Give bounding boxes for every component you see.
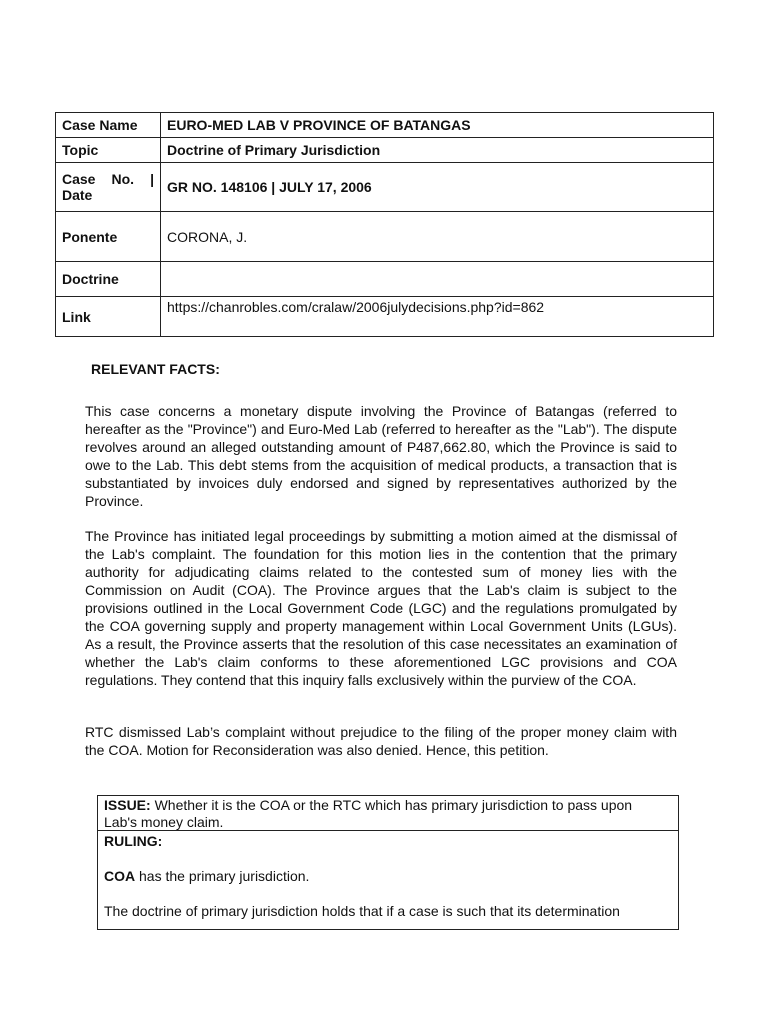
facts-paragraph-1: This case concerns a monetary dispute involving the Province of Batangas (referred to hereafter as the "Province") and Euro-Med Lab (referred to hereafter as the "Lab"). The dispute revolves around an alleged outstanding amount of P487,662.80, which the Province is said to owe to the Lab. This debt stems from the acquisition of medical products, a transaction that is substantiated by invoices duly endorsed and signed by representatives authorized by the Province.	[85, 403, 677, 509]
ruling-answer	[104, 867, 672, 885]
ponente-label: Ponente	[56, 212, 161, 262]
link-row	[56, 297, 714, 337]
ruling-answer-rest: has the primary jurisdiction.	[135, 868, 310, 884]
issue-row	[98, 796, 678, 831]
issue-text: Whether it is the COA or the RTC which has primary jurisdiction to pass upon Lab's money claim.	[104, 797, 633, 830]
case-no-label-pipe: |	[150, 171, 154, 187]
ponente-row	[56, 212, 714, 262]
case-no-label-case: Case	[62, 171, 96, 187]
spacer	[104, 885, 672, 902]
facts-paragraph-2: The Province has initiated legal proceedings by submitting a motion aimed at the dismissal of the Lab's complaint. The foundation for this motion lies in the contention that the primary authority for adjudicating claims related to the contested sum of money lies with the Commission on Audit (COA). The Province argues that the Lab's claim is subject to the provisions outlined in the Local Government Code (LGC) and the regulations promulgated by the COA governing supply and property management within Local Government Units (LGUs). As a result, the Province asserts that the resolution of this case necessitates an examination of whether the Lab's claim conforms to these aforementioned LGC provisions and COA regulations. They contend that this inquiry falls exclusively within the purview of the COA.	[85, 528, 677, 688]
case-no-label-date: Date	[62, 187, 93, 203]
case-name-label: Case Name	[56, 113, 161, 138]
case-name-value: EURO-MED LAB V PROVINCE OF BATANGAS	[161, 113, 714, 138]
topic-row	[56, 138, 714, 163]
case-no-value: GR NO. 148106 | JULY 17, 2006	[161, 163, 714, 212]
spacer	[104, 850, 672, 867]
ponente-value: CORONA, J.	[161, 212, 714, 262]
facts-paragraph-3: RTC dismissed Lab’s complaint without prejudice to the filing of the proper money claim with the COA. Motion for Reconsideration was also denied. Hence, this petition.	[85, 724, 677, 758]
ruling-body	[98, 831, 678, 920]
issue-ruling-box	[97, 795, 679, 930]
ruling-label: RULING:	[104, 833, 163, 849]
case-info-table	[55, 112, 714, 337]
doctrine-row	[56, 262, 714, 297]
doctrine-value	[161, 262, 714, 297]
topic-label: Topic	[56, 138, 161, 163]
link-value[interactable]: https://chanrobles.com/cralaw/2006julydecisions.php?id=862	[161, 297, 714, 337]
case-no-label-no: No.	[111, 171, 135, 187]
case-no-row	[56, 163, 714, 212]
doctrine-explanation: The doctrine of primary jurisdiction holds that if a case is such that its determination	[104, 903, 620, 919]
issue-label: ISSUE:	[104, 797, 151, 813]
doctrine-label: Doctrine	[56, 262, 161, 297]
link-label: Link	[56, 297, 161, 337]
case-no-label	[56, 163, 161, 212]
relevant-facts-heading: RELEVANT FACTS:	[91, 361, 220, 377]
case-name-row	[56, 113, 714, 138]
topic-value: Doctrine of Primary Jurisdiction	[161, 138, 714, 163]
ruling-answer-bold: COA	[104, 868, 136, 884]
